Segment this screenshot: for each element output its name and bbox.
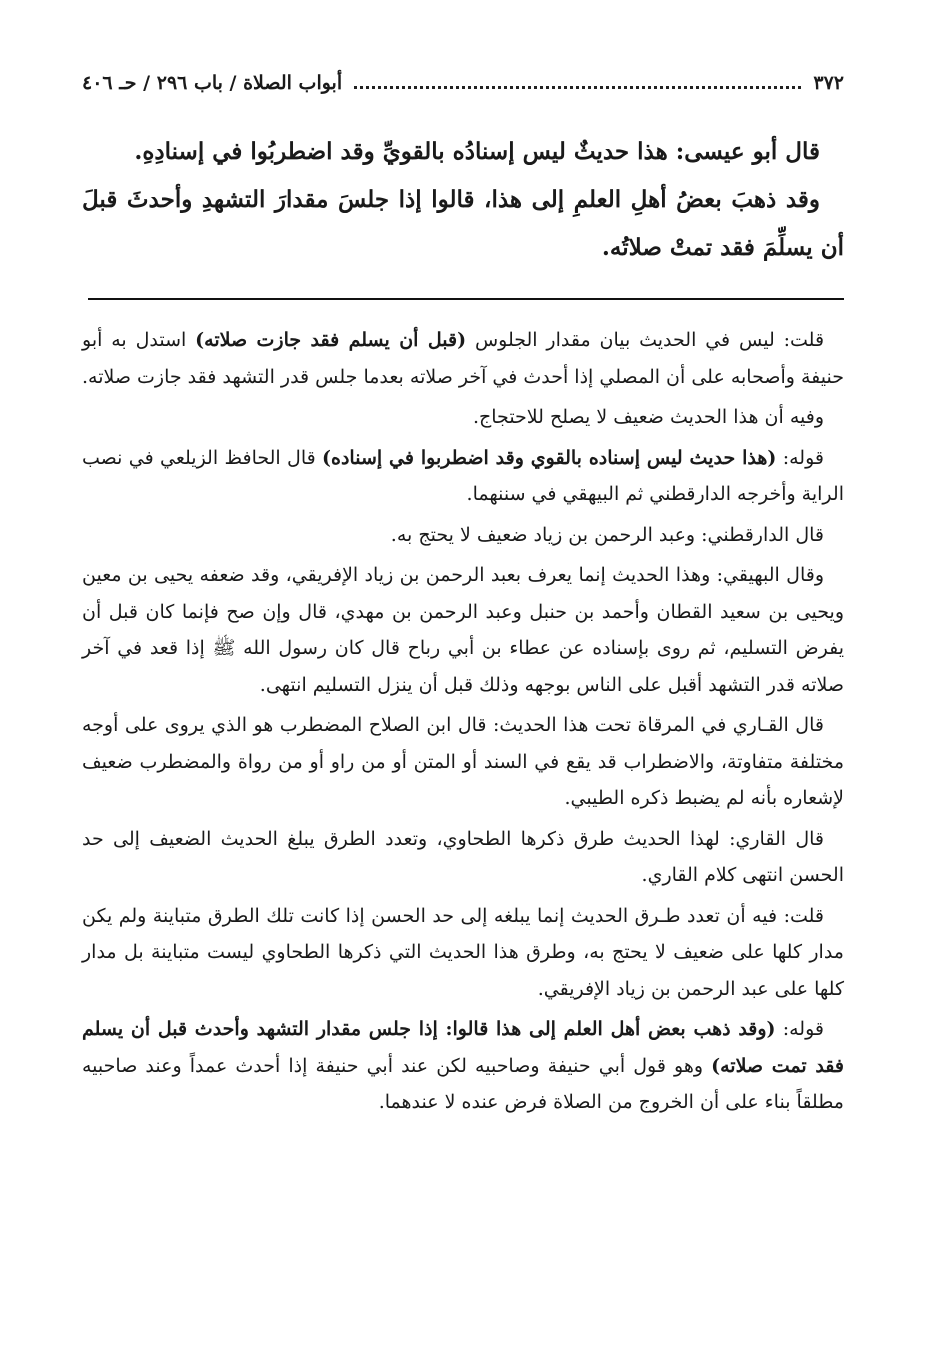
quoted-phrase: (وقد ذهب بعض أهل العلم إلى هذا قالوا: إذا جلس مقدار التشهد وأحدث قبل أن يسلم فقد تمت صلاته) [82,1018,844,1077]
hadith-paragraph-1: قال أبو عيسى: هذا حديثٌ ليس إسنادُه بالقويِّ وقد اضطربُوا في إسنادِهِ. [134,138,820,165]
running-title: أبواب الصلاة / باب ٢٩٦ / حـ ٤٠٦ [82,72,343,94]
hadith-text [82,128,844,272]
commentary-paragraph-3 [82,440,844,513]
header-dot-leader [354,86,801,89]
commentary-text-run: قلت: ليس في الحديث بيان مقدار الجلوس [466,329,825,351]
commentary-text-run: قال الحافظ الزيلعي في نصب الراية وأخرجه الدارقطني ثم البيهقي في سننهما. [82,446,844,505]
quoted-phrase: (قبل أن يسلم فقد جازت صلاته) [195,329,467,351]
commentary-paragraph-5: وقال البهيقي: وهذا الحديث إنما يعرف بعبد الرحمن بن زياد الإفريقي، وقد ضعفه يحيى بن معين ويحيى بن سعيد القطان وأحمد بن حنبل وعبد الرحمن بن مهدي، قال وإن صح فإنما كان قبل أن يفرض التسليم، ثم روى بإسناده عن عطاء بن أبي رباح قال كان رسول الله ﷺ إذا قعد في آخر صلاته قدر التشهد أقبل على الناس بوجهه وذلك قبل أن ينزل التسليم انتهى. [82,564,844,696]
commentary-text-run: قوله: [775,1018,824,1040]
commentary-text [82,322,844,1125]
commentary-paragraph-8: قلت: فيه أن تعدد طـرق الحديث إنما يبلغه إلى حد الحسن إذا كانت تلك الطرق متباينة ولم يكن مدار كلها على ضعيف لا يحتج به، وطرق هذا الحديث التي ذكرها الطحاوي ليست متباينة بل مدار كلها على عبد الرحمن بن زياد الإفريقي. [82,904,844,1000]
commentary-paragraph-7: قال القاري: لهذا الحديث طرق ذكرها الطحاوي، وتعدد الطرق يبلغ الحديث الضعيف إلى حد الحسن انتهى كلام القاري. [82,827,844,886]
commentary-paragraph-1 [82,322,844,395]
quoted-phrase: (هذا حديث ليس إسناده بالقوي وقد اضطربوا في إسناده) [322,446,777,469]
commentary-paragraph-6: قال القـاري في المرقاة تحت هذا الحديث: قال ابن الصلاح المضطرب هو الذي يروى على أوجه مختلفة متفاوتة، والاضطراب قد يقع في السند أو المتن أو من راو أو من رواة والمضطرب ضعيف لإشعاره بأنه لم يضبط ذكره الطيبي. [82,714,844,809]
commentary-text-run: قوله: [776,446,824,469]
commentary-text-run: استدل به أبو حنيفة وأصحابه على أن المصلي إذا أحدث في آخر صلاته بعدما جلس قدر التشهد فقد جازت صلاته. [82,329,844,388]
commentary-paragraph-4: قال الدارقطني: وعبد الرحمن بن زياد ضعيف لا يحتج به. [390,523,824,546]
hadith-paragraph-2: وقد ذهبَ بعضُ أهلِ العلمِ إلى هذا، قالوا إذا جلسَ مقدارَ التشهدِ وأحدثَ قبلَ أن يسلِّمَ فقد تمتْ صلاتُه. [82,186,844,261]
running-header [82,66,844,100]
section-divider [88,298,844,300]
commentary-text-run: وهو قول أبي حنيفة وصاحبيه لكن عند أبي حنيفة إذا أحدث عمداً وعند صاحبيه مطلقاً بناء على أن الخروج من الصلاة فرض عنده لا عندهما. [82,1054,844,1113]
commentary-paragraph-2: وفيه أن هذا الحديث ضعيف لا يصلح للاحتجاج. [472,406,824,428]
page-number: ٣٧٢ [813,72,844,94]
commentary-paragraph-9 [82,1011,844,1121]
